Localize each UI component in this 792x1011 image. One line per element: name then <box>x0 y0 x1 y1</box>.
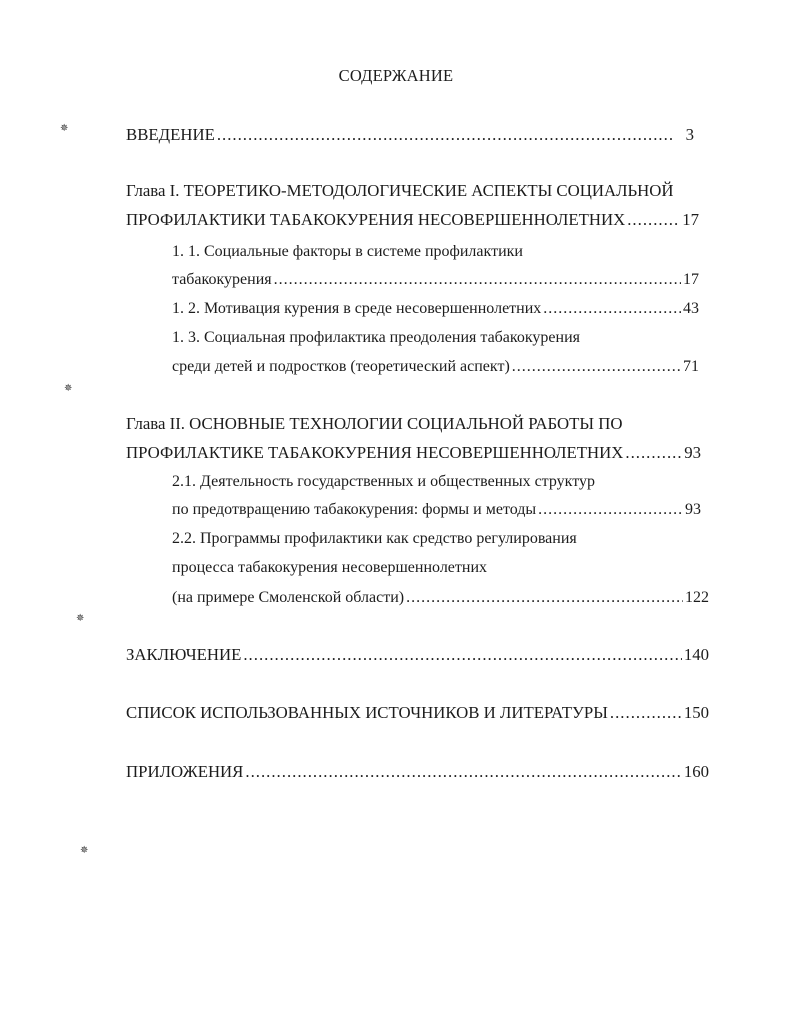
scan-speck: ✵ <box>60 123 69 134</box>
dot-leader <box>610 702 682 724</box>
toc-entry-label: ЗАКЛЮЧЕНИЕ <box>126 645 242 664</box>
dot-leader <box>627 209 680 231</box>
dot-leader <box>217 124 674 146</box>
dot-leader <box>274 269 681 291</box>
section-2-2-line2: процесса табакокурения несовершеннолетних <box>172 559 488 576</box>
section-1-3-line2: среди детей и подростков (теоретический аспект) <box>172 358 510 375</box>
section-1-2-title: 1. 2. Мотивация курения в среде несовершеннолетних <box>172 300 542 317</box>
toc-page-number: 17 <box>682 210 699 229</box>
toc-page-number: 43 <box>683 300 699 317</box>
toc-entry-intro <box>126 124 694 146</box>
section-1-3-line1: 1. 3. Социальная профилактика преодоления табакокурения <box>172 329 580 346</box>
toc-entry-conclusion <box>126 644 709 666</box>
toc-page-number: 17 <box>683 271 699 288</box>
toc-page-number: 71 <box>683 358 699 375</box>
dot-leader <box>243 644 681 666</box>
section-2-1-line2: по предотвращению табакокурения: формы и методы <box>172 501 537 518</box>
section-2-2-line3: (на примере Смоленской области) <box>172 589 405 606</box>
section-2-2-line1: 2.2. Программы профилактики как средство регулирования <box>172 530 577 547</box>
chapter-2-title-line1: Глава II. ОСНОВНЫЕ ТЕХНОЛОГИИ СОЦИАЛЬНОЙ РАБОТЫ ПО <box>126 414 623 433</box>
toc-page-number: 160 <box>683 762 709 781</box>
toc-page-number: 140 <box>683 645 709 664</box>
toc-entry-chapter-1 <box>126 209 699 231</box>
toc-entry-references <box>126 702 709 724</box>
toc-entry-section-1-3 <box>172 356 699 378</box>
dot-leader <box>543 298 681 320</box>
scan-speck: ✵ <box>80 845 89 856</box>
toc-entry-section-2-1 <box>172 499 701 521</box>
dot-leader <box>245 761 681 783</box>
toc-heading: СОДЕРЖАНИЕ <box>338 66 454 85</box>
toc-entry-label: ВВЕДЕНИЕ <box>126 125 215 144</box>
scan-speck: ✵ <box>64 383 73 394</box>
toc-page-number: 3 <box>685 125 694 144</box>
chapter-2-title-line2: ПРОФИЛАКТИКЕ ТАБАКОКУРЕНИЯ НЕСОВЕРШЕННОЛЕТНИХ <box>126 443 624 462</box>
chapter-1-title-line1: Глава I. ТЕОРЕТИКО-МЕТОДОЛОГИЧЕСКИЕ АСПЕКТЫ СОЦИАЛЬНОЙ <box>126 181 674 200</box>
toc-entry-label: ПРИЛОЖЕНИЯ <box>126 762 244 781</box>
toc-entry-section-1-2 <box>172 298 699 320</box>
toc-page-number: 93 <box>685 501 701 518</box>
chapter-1-title-line2: ПРОФИЛАКТИКИ ТАБАКОКУРЕНИЯ НЕСОВЕРШЕННОЛЕТНИХ <box>126 210 626 229</box>
toc-page-number: 93 <box>684 443 701 462</box>
dot-leader <box>625 442 682 464</box>
section-1-1-line1: 1. 1. Социальные факторы в системе профилактики <box>172 243 523 260</box>
toc-entry-section-2-2 <box>172 587 709 609</box>
toc-page-number: 122 <box>685 589 709 606</box>
toc-entry-appendices <box>126 761 709 783</box>
dot-leader <box>538 499 683 521</box>
section-2-1-line1: 2.1. Деятельность государственных и общественных структур <box>172 473 595 490</box>
toc-entry-label: СПИСОК ИСПОЛЬЗОВАННЫХ ИСТОЧНИКОВ И ЛИТЕРАТУРЫ <box>126 703 608 722</box>
toc-entry-section-1-1 <box>172 269 699 291</box>
section-1-1-line2: табакокурения <box>172 271 272 288</box>
scan-speck: ✵ <box>76 613 85 624</box>
toc-page-number: 150 <box>683 703 709 722</box>
dot-leader <box>406 587 683 609</box>
dot-leader <box>512 356 681 378</box>
toc-entry-chapter-2 <box>126 442 701 464</box>
